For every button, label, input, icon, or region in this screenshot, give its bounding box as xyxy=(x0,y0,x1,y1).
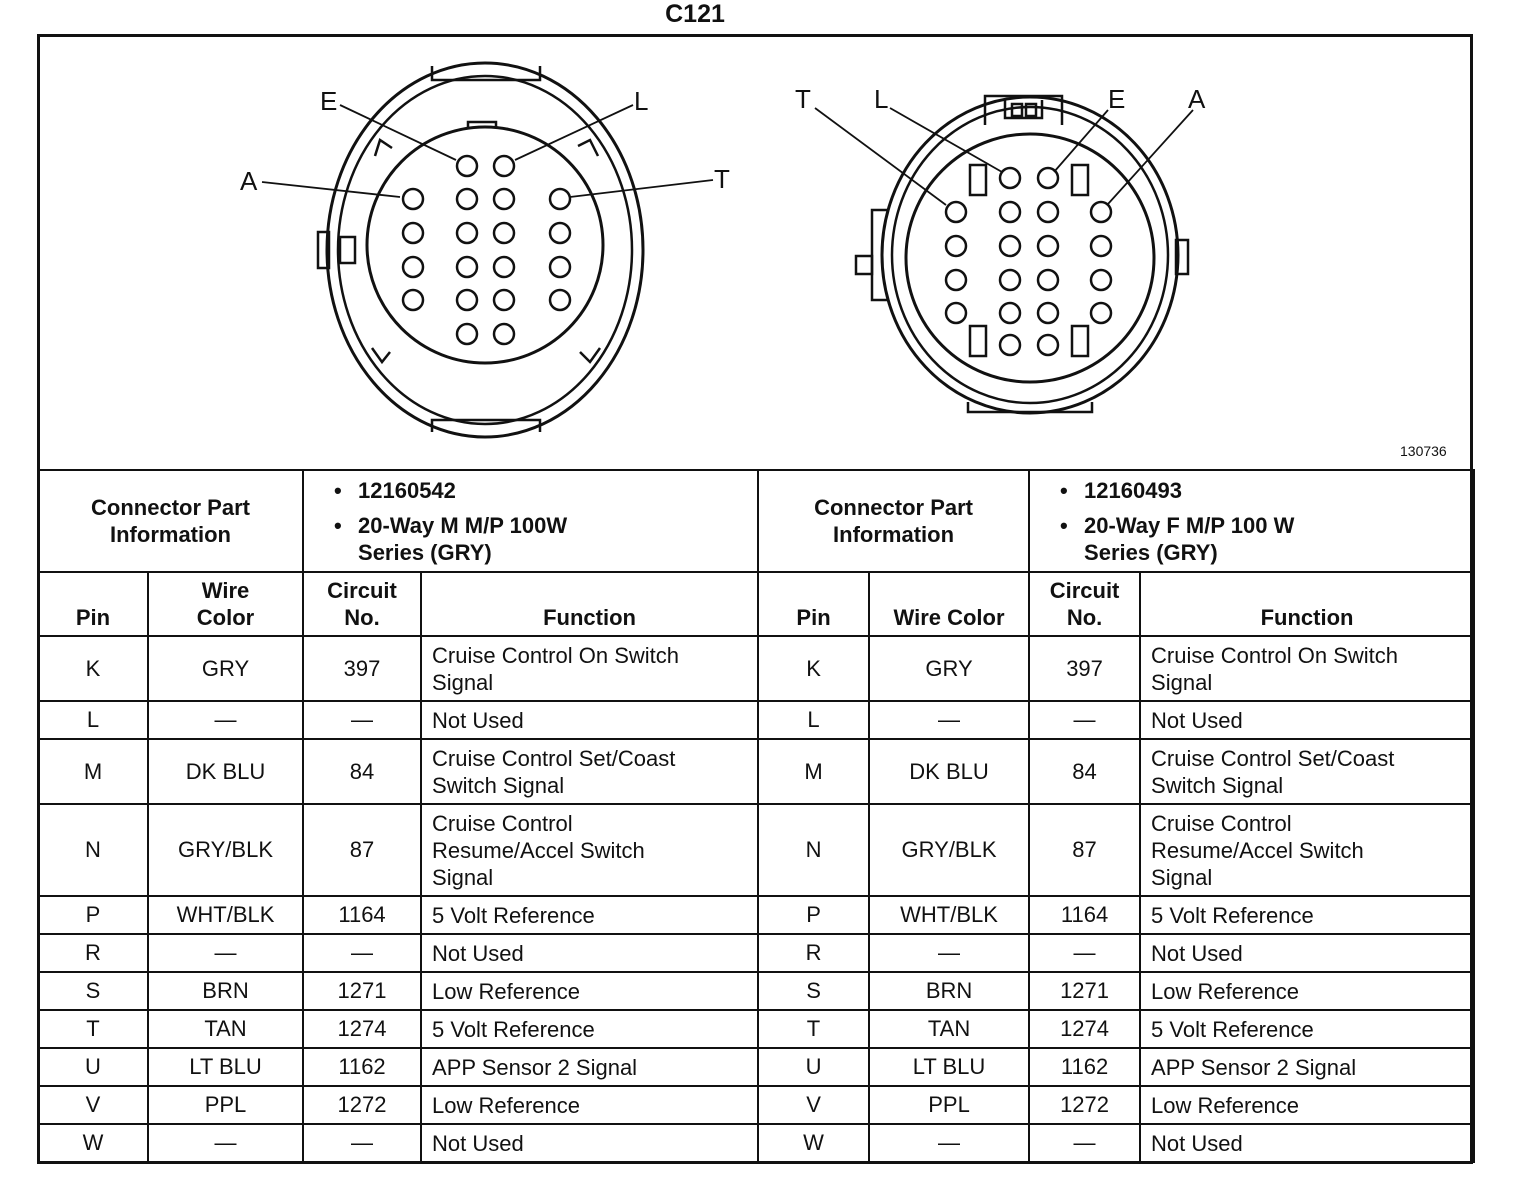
pin-socket xyxy=(457,290,477,310)
wire-color-cell: BRN xyxy=(148,972,303,1010)
pin-cell: U xyxy=(758,1048,869,1086)
wire-color-cell: PPL xyxy=(869,1086,1029,1124)
right-info-label: Connector Part Information xyxy=(758,470,1029,572)
pin-row xyxy=(38,804,1474,896)
pin-socket xyxy=(1038,303,1058,323)
function-cell: 5 Volt Reference xyxy=(421,1010,758,1048)
circuit-cell: 87 xyxy=(1029,804,1140,896)
column-header-row xyxy=(38,572,1474,636)
wire-color-cell: WHT/BLK xyxy=(148,896,303,934)
circuit-cell: — xyxy=(1029,1124,1140,1162)
circuit-cell: 1164 xyxy=(1029,896,1140,934)
wire-color-cell: WHT/BLK xyxy=(869,896,1029,934)
pin-socket xyxy=(1091,236,1111,256)
male-callout-e: E xyxy=(320,86,338,116)
pin-socket xyxy=(550,223,570,243)
pin-cell: R xyxy=(758,934,869,972)
header-function: Function xyxy=(421,572,758,636)
left-part-info xyxy=(303,470,758,572)
pin-row xyxy=(38,1124,1474,1162)
pin-row xyxy=(38,1010,1474,1048)
wire-color-cell: GRY xyxy=(148,636,303,701)
pin-socket xyxy=(550,189,570,209)
pin-socket xyxy=(1000,270,1020,290)
pin-row xyxy=(38,972,1474,1010)
pin-socket xyxy=(494,223,514,243)
wire-color-cell: BRN xyxy=(869,972,1029,1010)
pin-socket xyxy=(946,236,966,256)
header-wire-color: Wire Color xyxy=(869,572,1029,636)
pin-socket xyxy=(1000,202,1020,222)
pin-cell: V xyxy=(758,1086,869,1124)
pin-socket xyxy=(403,257,423,277)
female-callout-l: L xyxy=(874,84,889,114)
pin-socket xyxy=(494,257,514,277)
function-cell: 5 Volt Reference xyxy=(421,896,758,934)
connector-pinout-table xyxy=(37,469,1475,1163)
circuit-cell: 84 xyxy=(1029,739,1140,804)
function-cell: Not Used xyxy=(421,701,758,739)
pin-cell: W xyxy=(38,1124,148,1162)
header-pin: Pin xyxy=(758,572,869,636)
pin-cell: T xyxy=(758,1010,869,1048)
pin-row xyxy=(38,934,1474,972)
function-cell: Cruise Control Resume/Accel Switch Signal xyxy=(421,804,758,896)
function-cell: Low Reference xyxy=(421,1086,758,1124)
circuit-cell: 1162 xyxy=(1029,1048,1140,1086)
header-function: Function xyxy=(1140,572,1474,636)
pin-socket xyxy=(494,290,514,310)
pin-socket xyxy=(1000,335,1020,355)
function-cell: Not Used xyxy=(421,1124,758,1162)
wire-color-cell: GRY xyxy=(869,636,1029,701)
male-connector-face xyxy=(318,63,643,437)
left-part-number: • 12160542 xyxy=(334,477,747,504)
left-info-label: Connector Part Information xyxy=(38,470,303,572)
wire-color-cell: TAN xyxy=(869,1010,1029,1048)
pin-cell: L xyxy=(758,701,869,739)
circuit-cell: — xyxy=(303,934,421,972)
pin-cell: P xyxy=(38,896,148,934)
pin-cell: L xyxy=(38,701,148,739)
wire-color-cell: — xyxy=(869,701,1029,739)
function-cell: Cruise Control On Switch Signal xyxy=(421,636,758,701)
header-pin: Pin xyxy=(38,572,148,636)
female-callout-a: A xyxy=(1188,84,1206,114)
pin-socket xyxy=(1091,270,1111,290)
circuit-cell: 1274 xyxy=(303,1010,421,1048)
header-circuit: Circuit No. xyxy=(1029,572,1140,636)
pin-socket xyxy=(946,303,966,323)
header-circuit: Circuit No. xyxy=(303,572,421,636)
female-callout-e: E xyxy=(1108,84,1126,114)
circuit-cell: 1272 xyxy=(1029,1086,1140,1124)
connector-title: C121 xyxy=(665,0,725,28)
pin-socket xyxy=(457,223,477,243)
pin-socket xyxy=(550,290,570,310)
wire-color-cell: — xyxy=(869,1124,1029,1162)
function-cell: Not Used xyxy=(421,934,758,972)
function-cell: Low Reference xyxy=(421,972,758,1010)
pin-socket xyxy=(403,290,423,310)
right-part-info xyxy=(1029,470,1474,572)
pin-socket xyxy=(457,257,477,277)
wire-color-cell: — xyxy=(869,934,1029,972)
circuit-cell: 1164 xyxy=(303,896,421,934)
circuit-cell: 1162 xyxy=(303,1048,421,1086)
circuit-cell: 84 xyxy=(303,739,421,804)
function-cell: Cruise Control Set/Coast Switch Signal xyxy=(1140,739,1474,804)
function-cell: Not Used xyxy=(1140,701,1474,739)
circuit-cell: — xyxy=(303,701,421,739)
header-wire-color: Wire Color xyxy=(148,572,303,636)
function-cell: APP Sensor 2 Signal xyxy=(1140,1048,1474,1086)
wire-color-cell: DK BLU xyxy=(869,739,1029,804)
right-part-number: • 12160493 xyxy=(1060,477,1463,504)
pin-socket xyxy=(1038,270,1058,290)
function-cell: APP Sensor 2 Signal xyxy=(421,1048,758,1086)
pin-socket xyxy=(1091,202,1111,222)
pin-socket xyxy=(494,156,514,176)
pin-socket xyxy=(1000,303,1020,323)
circuit-cell: 1274 xyxy=(1029,1010,1140,1048)
pin-socket xyxy=(1091,303,1111,323)
male-callout-a: A xyxy=(240,166,258,196)
circuit-cell: 397 xyxy=(1029,636,1140,701)
pin-cell: P xyxy=(758,896,869,934)
pin-row xyxy=(38,896,1474,934)
pin-socket xyxy=(550,257,570,277)
male-callout-lines xyxy=(262,105,713,197)
function-cell: 5 Volt Reference xyxy=(1140,1010,1474,1048)
pin-row xyxy=(38,1086,1474,1124)
pin-cell: V xyxy=(38,1086,148,1124)
circuit-cell: 1271 xyxy=(1029,972,1140,1010)
wire-color-cell: GRY/BLK xyxy=(869,804,1029,896)
circuit-cell: 87 xyxy=(303,804,421,896)
pin-row xyxy=(38,636,1474,701)
pin-socket xyxy=(403,223,423,243)
pin-row xyxy=(38,701,1474,739)
male-callout-t: T xyxy=(714,164,730,194)
pin-cell: N xyxy=(758,804,869,896)
circuit-cell: — xyxy=(1029,934,1140,972)
pin-cell: S xyxy=(758,972,869,1010)
wire-color-cell: LT BLU xyxy=(148,1048,303,1086)
function-cell: Not Used xyxy=(1140,1124,1474,1162)
right-part-description: • 20-Way F M/P 100 W Series (GRY) xyxy=(1060,512,1463,566)
function-cell: Not Used xyxy=(1140,934,1474,972)
wire-color-cell: GRY/BLK xyxy=(148,804,303,896)
function-cell: 5 Volt Reference xyxy=(1140,896,1474,934)
pin-socket xyxy=(1000,236,1020,256)
pin-socket xyxy=(494,324,514,344)
pin-row xyxy=(38,1048,1474,1086)
pin-socket xyxy=(946,270,966,290)
connector-info-row xyxy=(38,470,1474,572)
pin-socket xyxy=(457,156,477,176)
pin-socket xyxy=(457,324,477,344)
pin-socket xyxy=(946,202,966,222)
function-cell: Low Reference xyxy=(1140,1086,1474,1124)
pin-cell: T xyxy=(38,1010,148,1048)
pin-cell: U xyxy=(38,1048,148,1086)
female-callout-t: T xyxy=(795,84,811,114)
pin-socket xyxy=(457,189,477,209)
wire-color-cell: — xyxy=(148,1124,303,1162)
function-cell: Cruise Control Resume/Accel Switch Signal xyxy=(1140,804,1474,896)
male-callout-l: L xyxy=(634,86,649,116)
pin-cell: M xyxy=(758,739,869,804)
connector-diagram xyxy=(40,37,1470,469)
function-cell: Low Reference xyxy=(1140,972,1474,1010)
female-connector-face xyxy=(856,96,1188,413)
circuit-cell: — xyxy=(303,1124,421,1162)
wire-color-cell: — xyxy=(148,701,303,739)
pin-cell: M xyxy=(38,739,148,804)
wire-color-cell: — xyxy=(148,934,303,972)
pin-socket xyxy=(403,189,423,209)
pin-cell: W xyxy=(758,1124,869,1162)
circuit-cell: 1271 xyxy=(303,972,421,1010)
pin-cell: R xyxy=(38,934,148,972)
circuit-cell: 397 xyxy=(303,636,421,701)
female-callout-lines xyxy=(815,108,1193,205)
wire-color-cell: DK BLU xyxy=(148,739,303,804)
pin-cell: N xyxy=(38,804,148,896)
pin-row xyxy=(38,739,1474,804)
pin-cell: S xyxy=(38,972,148,1010)
left-part-description: • 20-Way M M/P 100W Series (GRY) xyxy=(334,512,747,566)
male-pin-array xyxy=(403,156,570,344)
pin-cell: K xyxy=(758,636,869,701)
wire-color-cell: PPL xyxy=(148,1086,303,1124)
function-cell: Cruise Control On Switch Signal xyxy=(1140,636,1474,701)
function-cell: Cruise Control Set/Coast Switch Signal xyxy=(421,739,758,804)
pin-socket xyxy=(1000,168,1020,188)
circuit-cell: 1272 xyxy=(303,1086,421,1124)
pin-socket xyxy=(1038,236,1058,256)
pin-socket xyxy=(1038,202,1058,222)
pin-socket xyxy=(494,189,514,209)
figure-reference-number: 130736 xyxy=(1400,443,1447,459)
pin-cell: K xyxy=(38,636,148,701)
circuit-cell: — xyxy=(1029,701,1140,739)
wire-color-cell: LT BLU xyxy=(869,1048,1029,1086)
wire-color-cell: TAN xyxy=(148,1010,303,1048)
pin-socket xyxy=(1038,335,1058,355)
